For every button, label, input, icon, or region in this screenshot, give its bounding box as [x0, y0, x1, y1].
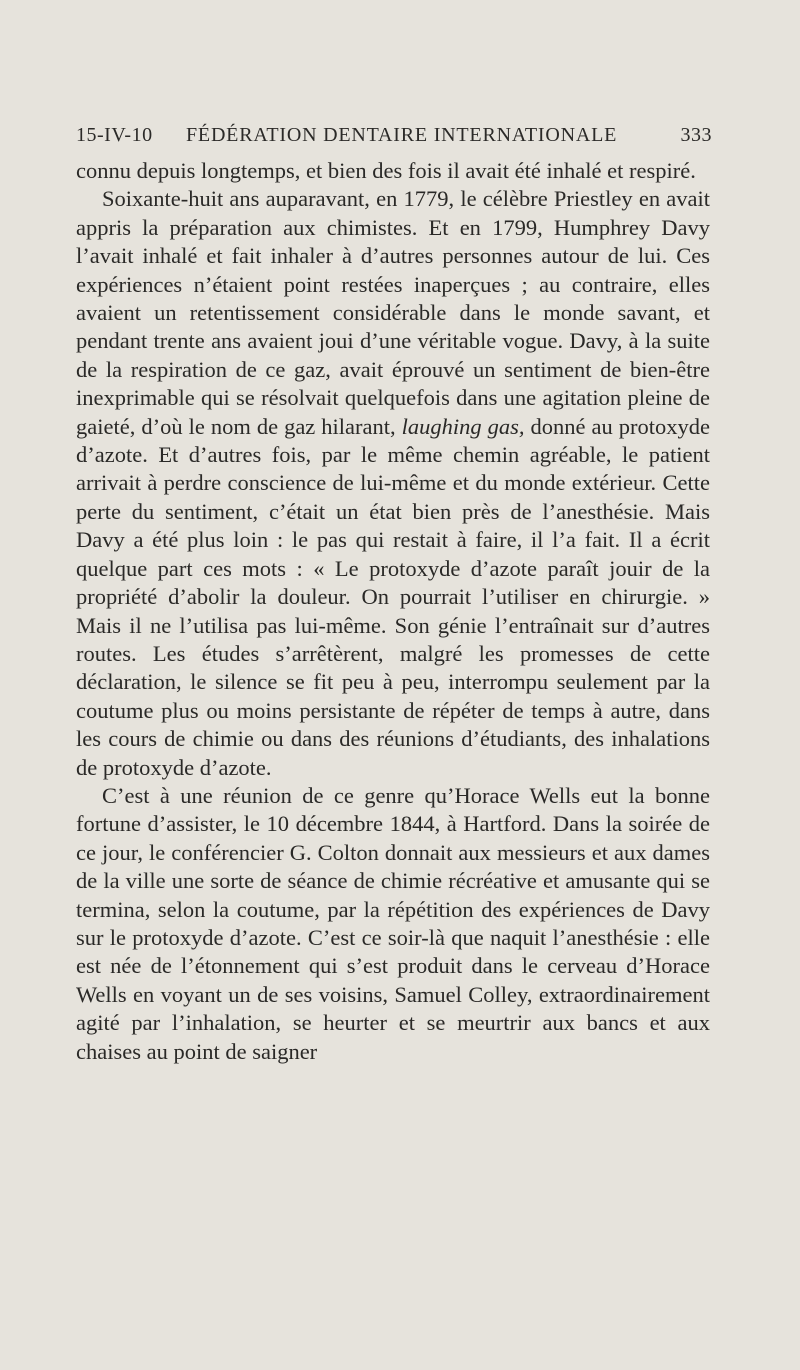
running-header [76, 124, 712, 156]
body-text [76, 157, 710, 1066]
header-date: 15-IV-10 [76, 124, 153, 146]
paragraph-2-text-end: donné au protoxyde d’azote. Et d’autres fois, par le même chemin agréable, le patient arrivait à perdre conscience de lui-même et du monde extérieur. Cette perte du sentiment, c’était un état bien près de l’anesthésie. Mais Davy a été plus loin : le pas qui restait à faire, il l’a fait. Il a écrit quelque part ces mots : « Le protoxyde d’azote paraît jouir de la propriété d’abolir la douleur. On pourrait l’utiliser en chirurgie. » Mais il ne l’utilisa pas lui-même. Son génie l’entraînait sur d’autres routes. Les études s’arrêtèrent, malgré les promesses de cette déclaration, le silence se fit peu à peu, interrompu seulement par la coutume plus ou moins persistante de répéter de temps à autre, dans les cours de chimie ou dans des réunions d’étudiants, des inhalations de protoxyde d’azote. [76, 413, 710, 780]
paragraph-1-text: connu depuis longtemps, et bien des fois il avait été inhalé et respiré. [76, 158, 696, 183]
paragraph-2 [76, 185, 710, 782]
paragraph-1 [76, 157, 710, 185]
paragraph-3-text: C’est à une réunion de ce genre qu’Horace Wells eut la bonne fortune d’assister, le 10 décembre 1844, à Hartford. Dans la soirée de ce jour, le conférencier G. Colton donnait aux messieurs et aux dames de la ville une sorte de séance de chimie récréative et amusante qui se termina, selon la coutume, par la répétition des expériences de Davy sur le protoxyde d’azote. C’est ce soir-là que naquit l’anesthésie : elle est née de l’étonnement qui s’est produit dans le cerveau d’Horace Wells en voyant un de ses voisins, Samuel Colley, extraordinairement agité par l’inhalation, se heurter et se meurtrir aux bancs et aux chaises au point de saigner [76, 782, 710, 1064]
paragraph-2-italic: laughing gas, [401, 413, 525, 439]
paragraph-2-text-start: Soixante-huit ans auparavant, en 1779, le célèbre Priestley en avait appris la préparation aux chimistes. Et en 1799, Humphrey Davy l’avait inhalé et fait inhaler à d’autres personnes autour de lui. Ces expériences n’étaient point restées inaperçues ; au contraire, elles avaient un retentissement considérable dans le monde savant, et pendant trente ans avaient joui d’une véritable vogue. Davy, à la suite de la respiration de ce gaz, avait éprouvé un sentiment de bien-être inexprimable qui se résolvait quelquefois dans une agitation pleine de gaieté, d’où le nom de gaz hilarant, [76, 186, 710, 439]
header-title: FÉDÉRATION DENTAIRE INTERNATIONALE [186, 124, 618, 146]
page-number: 333 [680, 124, 712, 146]
paragraph-3 [76, 782, 710, 1066]
